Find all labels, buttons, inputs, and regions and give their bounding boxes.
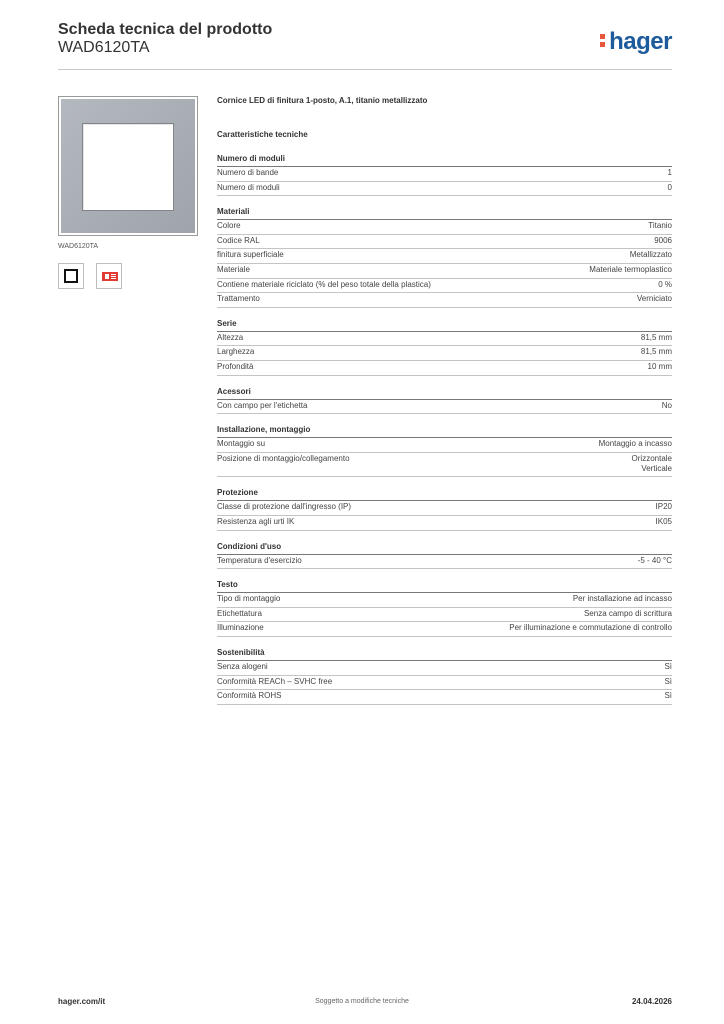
spec-value [641,347,672,357]
section-title: Numero di moduli [217,154,672,167]
spec-label: Contiene materiale riciclato (% del peso totale della plastica) [217,279,431,289]
spec-row [217,593,672,608]
footer-date: 24.04.2026 [631,997,672,1006]
spec-value [648,362,672,372]
spec-section [217,648,672,705]
spec-label: Colore [217,221,241,231]
spec-label: Resistenza agli urti IK [217,517,295,526]
spec-value [641,333,672,343]
spec-section [217,425,672,477]
spec-value-text-2: Verticale [641,463,672,473]
spec-value [656,517,672,527]
spec-row [217,279,672,294]
spec-value-text: No [661,400,672,410]
spec-row [217,555,672,570]
frame-opening [82,123,174,211]
spec-value [648,221,672,231]
spec-value-text: Per illuminazione e commutazione di controllo [509,623,672,633]
spec-label: Materiale [217,264,250,274]
spec-label: Codice RAL [217,235,260,245]
section-title: Materiali [217,207,672,220]
spec-value [654,236,672,246]
spec-value-text: 81,5 mm [640,332,672,342]
spec-value-text: Metallizzato [629,250,672,260]
spec-label: Trattamento [217,294,260,304]
spec-value-text: 81,5 mm [640,347,672,357]
hager-logo[interactable] [600,28,672,56]
spec-row [217,690,672,705]
spec-label: Etichettatura [217,608,262,618]
spec-row [217,516,672,531]
spec-value [632,454,672,474]
spec-section [217,542,672,570]
spec-label: Profondità [217,361,254,371]
spec-value-text: Per installazione ad incasso [572,594,672,604]
spec-section [217,154,672,196]
page-title: Scheda tecnica del prodotto [58,21,273,38]
spec-section [217,207,672,308]
spec-value-text: Sì [664,676,672,686]
section-title: Protezione [217,488,672,501]
spec-row [217,264,672,279]
spec-value [668,183,672,193]
spec-value [664,691,672,701]
spec-label: Classe di protezione dall'ingresso (IP) [217,502,352,512]
spec-value [662,401,672,411]
logo-colon-icon [600,30,606,50]
section-title: Testo [217,580,672,593]
product-image [58,96,198,236]
spec-row [217,676,672,691]
spec-value-text: Senza campo di scrittura [583,608,672,618]
spec-value [599,439,672,449]
spec-row [217,608,672,623]
spec-row [217,453,672,478]
spec-section [217,387,672,415]
spec-row [217,332,672,347]
spec-row [217,622,672,637]
spec-value [664,677,672,687]
spec-section [217,580,672,637]
spec-value-text: 9006 [654,235,672,245]
spec-label: Con campo per l'etichetta [217,400,308,410]
spec-value-text: Sì [664,691,672,701]
spec-row [217,661,672,676]
spec-value [658,280,672,290]
spec-value-text: Montaggio a incasso [598,439,672,449]
section-title: Condizioni d'uso [217,542,672,555]
product-description: Cornice LED di finitura 1-posto, A.1, titanio metallizzato [217,96,428,105]
spec-label: Altezza [217,332,244,342]
section-title: Acessori [217,387,672,400]
spec-value [584,609,672,619]
spec-value [573,594,672,604]
spec-row [217,346,672,361]
footer-website-link[interactable]: hager.com/it [58,997,106,1006]
spec-sections [217,154,672,705]
spec-row [217,361,672,376]
spec-label: Illuminazione [217,623,264,633]
spec-row [217,501,672,516]
frame-image [61,99,195,233]
spec-row [217,249,672,264]
spec-value [668,168,672,178]
spec-value [664,662,672,672]
spec-value [589,265,672,275]
spec-value [509,623,672,633]
spec-value-text: 10 mm [647,361,672,371]
spec-row [217,167,672,182]
spec-value-text: IK05 [655,517,672,526]
frame-symbol-icon [58,263,84,289]
spec-value [638,556,672,566]
spec-label: Posizione di montaggio/collegamento [217,453,350,463]
spec-row [217,293,672,308]
spec-label: Larghezza [217,347,255,357]
spec-value-text: Sì [664,661,672,671]
tech-heading: Caratteristiche tecniche [217,130,308,139]
spec-value-text: Materiale termoplastico [589,264,672,274]
footer-note: Soggetto a modifiche tecniche [315,998,409,1005]
spec-value-text: 1 [667,168,672,177]
spec-value-text: Titanio [648,221,672,231]
spec-label: Numero di bande [217,168,279,177]
spec-section [217,319,672,376]
spec-value [637,294,672,304]
spec-label: Conformità ROHS [217,691,282,701]
spec-value-text: 0 [667,182,672,192]
spec-value-text: -5 - 40 °C [637,555,672,565]
product-code: WAD6120TA [58,39,150,56]
spec-row [217,438,672,453]
section-title: Installazione, montaggio [217,425,672,438]
spec-label: finitura superficiale [217,250,284,260]
spec-section [217,488,672,530]
spec-label: Montaggio su [217,439,266,449]
logo-text: hager [609,28,672,55]
spec-content [217,96,672,705]
image-caption: WAD6120TA [58,243,99,250]
spec-value [630,250,672,260]
section-title: Sostenibilità [217,648,672,661]
spec-label: Senza alogeni [217,661,268,671]
spec-row [217,220,672,235]
spec-value-text: 0 % [658,279,672,289]
spec-row [217,235,672,250]
spec-row [217,182,672,197]
spec-row [217,400,672,415]
energy-label-icon [96,263,122,289]
spec-label: Tipo di montaggio [217,594,281,604]
spec-value [656,502,672,512]
spec-value-text: IP20 [655,502,672,512]
section-title: Serie [217,319,672,332]
spec-value-text: Verniciato [636,294,672,304]
page-header [58,20,672,70]
spec-value-text: Orizzontale [631,453,672,463]
spec-label: Numero di moduli [217,182,280,192]
spec-label: Conformità REACh – SVHC free [217,676,333,686]
spec-label: Temperatura d'esercizio [217,555,302,565]
